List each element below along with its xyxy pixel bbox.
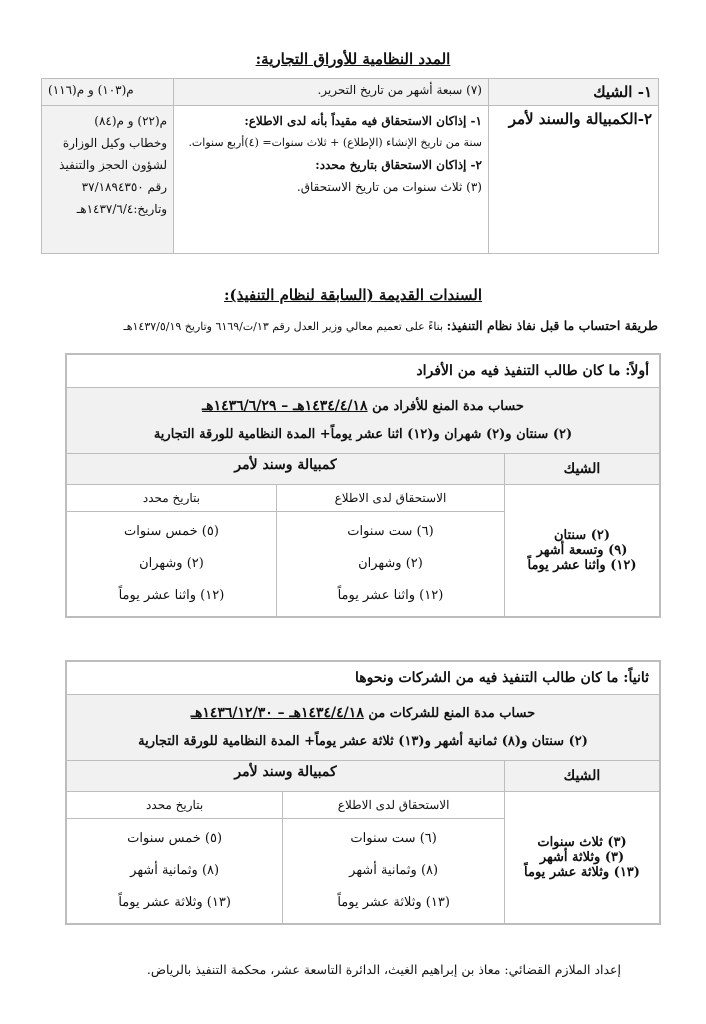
calc-line-2: (٢) سنتان و(٢) شهران و(١٢) اثنا عشر يوماً+ المدة النظامية للورقة التجارية — [153, 427, 573, 442]
footer-credit: إعداد الملازم القضائي: معاذ بن إبراهيم الغيث، الدائرة التاسعة عشر، محكمة التنفيذ بالرياض. — [146, 962, 621, 977]
calc-line-1: حساب مدة المنع للأفراد من ١٤٣٤/٤/١٨هـ – ١٤٣٦/٦/٢٩هـ — [202, 398, 524, 414]
check-value: (١٣) وثلاثة عشر يوماً — [524, 865, 640, 880]
check-value: (٩) وتسعة أشهر — [536, 543, 628, 558]
ref-line: م(٢٢) و م(٨٤) — [94, 114, 168, 128]
calc-dates: ١٤٣٤/٤/١٨هـ – ١٤٣٦/١٢/٣٠هـ — [190, 705, 364, 721]
ref-line: وخطاب وكيل الوزارة — [62, 136, 168, 150]
row-desc-check: (٧) سبعة أشهر من تاريخ التحرير. — [317, 83, 482, 97]
col-bill: كمبيالة وسند لأمر — [67, 761, 505, 792]
sight-values: (٦) ست سنوات (٨) وثمانية أشهر (١٣) وثلاثة عشر يوماً — [283, 819, 505, 924]
section-heading: أولاً: ما كان طالب التنفيذ فيه من الأفراد — [67, 355, 660, 388]
table-row — [42, 79, 659, 106]
section-heading: ثانياً: ما كان طالب التنفيذ فيه من الشركات ونحوها — [67, 662, 660, 695]
bill-line-4: (٣) ثلاث سنوات من تاريخ الاستحقاق. — [296, 180, 482, 194]
sub-date: بتاريخ محدد — [67, 792, 283, 819]
date-values: (٥) خمس سنوات (٨) وثمانية أشهر (١٣) وثلاثة عشر يوماً — [67, 819, 283, 924]
bill-line-3: ٢- إذاكان الاستحقاق بتاريخ محدد: — [315, 158, 482, 172]
sub-date: بتاريخ محدد — [67, 485, 277, 512]
sub-sight: الاستحقاق لدى الاطلاع — [283, 792, 505, 819]
row-ref-check: م(١٠٣) و م(١١٦) — [42, 79, 174, 106]
old-bonds-subtitle: السندات القديمة (السابقة لنظام التنفيذ): — [223, 286, 483, 304]
page-title: المدد النظامية للأوراق التجارية: — [255, 50, 451, 68]
date-values: (٥) خمس سنوات (٢) وشهران (١٢) واثنا عشر يوماً — [67, 512, 277, 617]
col-bill: كمبيالة وسند لأمر — [67, 454, 505, 485]
method-line — [40, 318, 658, 333]
calc-line-1: حساب مدة المنع للشركات من ١٤٣٤/٤/١٨هـ – ١٤٣٦/١٢/٣٠هـ — [190, 705, 536, 721]
check-values — [505, 792, 660, 924]
calc-dates: ١٤٣٤/٤/١٨هـ – ١٤٣٦/٦/٢٩هـ — [202, 398, 368, 414]
calc-line-2: (٢) سنتان و(٨) ثمانية أشهر و(١٣) ثلاثة عشر يوماً+ المدة النظامية للورقة التجارية — [138, 734, 588, 749]
row-type-bill: ٢-الكمبيالة والسند لأمر — [488, 106, 658, 254]
row-type-check: ١- الشيك — [488, 79, 658, 106]
check-values — [505, 485, 660, 617]
individuals-section — [65, 353, 661, 618]
sight-values: (٦) ست سنوات (٢) وشهران (١٢) واثنا عشر يوماً — [276, 512, 504, 617]
sub-sight: الاستحقاق لدى الاطلاع — [276, 485, 504, 512]
check-value: (٣) ثلاث سنوات — [537, 835, 627, 850]
check-value: (٣) وثلاثة أشهر — [539, 850, 625, 865]
ref-line: رقم ٣٧/١٨٩٤٣٥٠ — [81, 180, 168, 194]
col-check: الشيك — [505, 761, 660, 792]
col-check: الشيك — [505, 454, 660, 485]
check-value: (١٢) واثنا عشر يوماً — [527, 558, 637, 573]
ref-line: لشؤون الحجز والتنفيذ — [59, 158, 168, 172]
table-row — [42, 106, 659, 254]
method-label: طريقة احتساب ما قبل نفاذ نظام التنفيذ: — [446, 318, 658, 333]
companies-section — [65, 660, 661, 925]
check-value: (٢) سنتان — [553, 528, 611, 543]
method-text: بناءً على تعميم معالي وزير العدل رقم ١٣/ت/٦١٦٩ وتاريخ ١٤٣٧/٥/١٩هـ — [123, 320, 447, 333]
ref-line: وتاريخ:١٤٣٧/٦/٤هـ — [76, 202, 168, 216]
bill-line-2: سنة من تاريخ الإنشاء (الإطلاع) + ثلاث سنوات= (٤)أربع سنوات. — [188, 136, 482, 149]
bill-line-1: ١- إذاكان الاستحقاق فيه مقيداً بأنه لدى الاطلاع: — [244, 114, 482, 128]
periods-table — [41, 78, 659, 254]
